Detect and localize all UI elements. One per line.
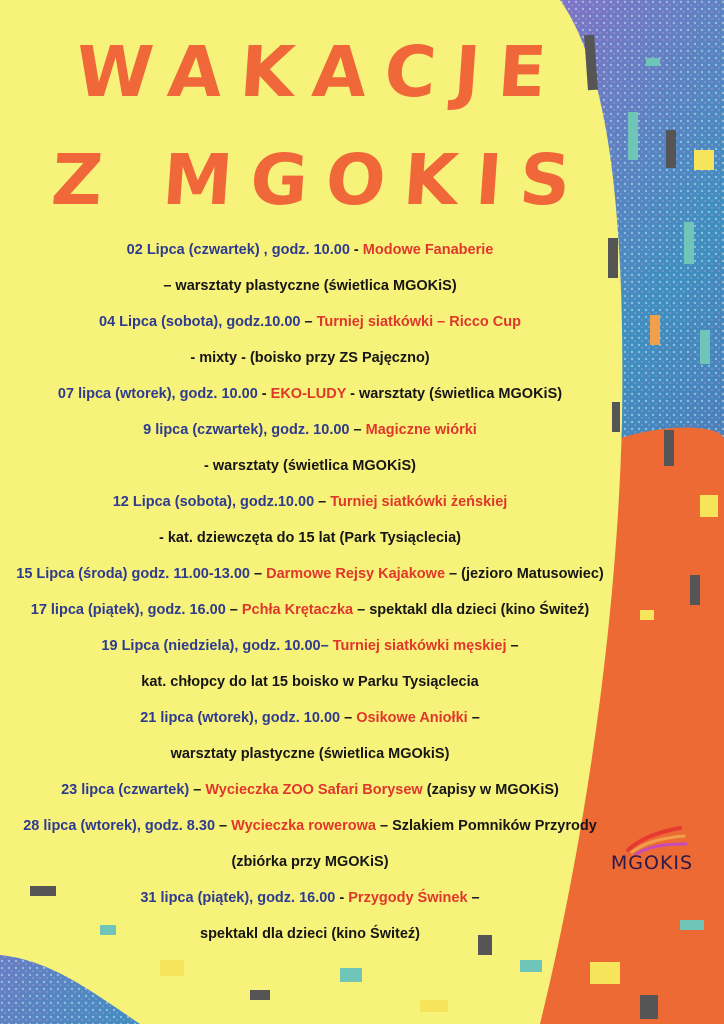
event-date: 28 lipca (wtorek), godz. 8.30 [23,818,216,834]
event-line [0,880,620,916]
event-line [0,448,620,484]
event-description: warsztaty plastyczne (świetlica MGOkiS) [170,746,450,762]
event-name: Turniej siatkówki żeńskiej [330,494,508,510]
event-description: – Szlakiem Pomników Przyrody [375,818,597,834]
event-line [0,484,620,520]
event-separator: – [225,602,242,618]
event-name: Przygody Świnek [348,890,468,906]
event-date: 02 Lipca (czwartek) , godz. 10.00 [126,242,350,258]
event-description: spektakl dla dzieci (kino Świteź) [200,926,420,942]
event-name: Magiczne wiórki [365,422,477,438]
event-line [0,736,620,772]
title-line-1: WAKACJE [73,31,567,113]
event-line [0,556,620,592]
event-description: - warsztaty (świetlica MGOKiS) [346,386,563,402]
event-line [0,412,620,448]
event-description: – warsztaty plastyczne (świetlica MGOKiS) [163,278,457,294]
event-name: Turniej siatkówki – Ricco Cup [316,314,521,330]
event-description: - warsztaty (świetlica MGOKiS) [204,458,416,474]
event-line [0,628,620,664]
mgokis-logo [606,818,698,878]
event-separator: - [257,386,271,402]
event-line [0,520,620,556]
event-name: Darmowe Rejsy Kajakowe [266,566,446,582]
event-line [0,340,620,376]
event-line [0,376,620,412]
logo-text: MGOKIS [610,852,694,874]
event-name: Osikowe Aniołki [356,710,468,726]
event-description: kat. chłopcy do lat 15 boisko w Parku Tysiąclecia [141,674,479,690]
event-description: - mixty - (boisko przy ZS Pajęczno) [190,350,430,366]
event-name: Wycieczka ZOO Safari Borysew [205,782,423,798]
event-description: – [506,638,519,654]
event-name: Wycieczka rowerowa [231,818,376,834]
event-date: 15 Lipca (środa) godz. 11.00-13.00 [16,566,250,582]
event-name: Pchła Krętaczka [241,602,354,618]
event-date: 19 Lipca (niedziela), godz. 10.00– [101,638,329,654]
event-separator: – [314,494,331,510]
event-line [0,808,620,844]
event-separator: – [189,782,206,798]
event-line [0,304,620,340]
event-date: 17 lipca (piątek), godz. 16.00 [30,602,226,618]
event-description: – spektakl dla dzieci (kino Świteź) [353,602,590,618]
event-date: 31 lipca (piątek), godz. 16.00 [140,890,336,906]
event-description: (zapisy w MGOKiS) [422,782,559,798]
event-date: 04 Lipca (sobota), godz.10.00 [99,314,301,330]
event-description: - kat. dziewczęta do 15 lat (Park Tysiąclecia) [159,530,461,546]
event-description: – [467,710,480,726]
event-separator: – [349,422,366,438]
event-description: (zbiórka przy MGOKiS) [231,854,389,870]
event-date: 9 lipca (czwartek), godz. 10.00 [143,422,350,438]
event-date: 07 lipca (wtorek), godz. 10.00 [57,386,258,402]
event-line [0,664,620,700]
event-line [0,268,620,304]
event-line [0,592,620,628]
event-line [0,916,620,952]
event-line [0,844,620,880]
event-date: 23 lipca (czwartek) [61,782,190,798]
event-name: EKO-LUDY [270,386,347,402]
event-list [0,232,620,952]
event-separator: - [335,890,349,906]
event-description: – (jezioro Matusowiec) [445,566,604,582]
event-separator: – [249,566,267,582]
event-line [0,700,620,736]
event-separator: – [340,710,357,726]
event-separator: - [349,242,363,258]
event-line [0,772,620,808]
event-name: Modowe Fanaberie [362,242,494,258]
title-line-2: Z MGOKIS [48,139,592,221]
event-date: 12 Lipca (sobota), godz.10.00 [112,494,315,510]
event-line [0,232,620,268]
event-separator: – [215,818,232,834]
event-date: 21 lipca (wtorek), godz. 10.00 [140,710,341,726]
event-separator: – [300,314,317,330]
event-name: Turniej siatkówki męskiej [332,638,507,654]
event-description: – [467,890,480,906]
